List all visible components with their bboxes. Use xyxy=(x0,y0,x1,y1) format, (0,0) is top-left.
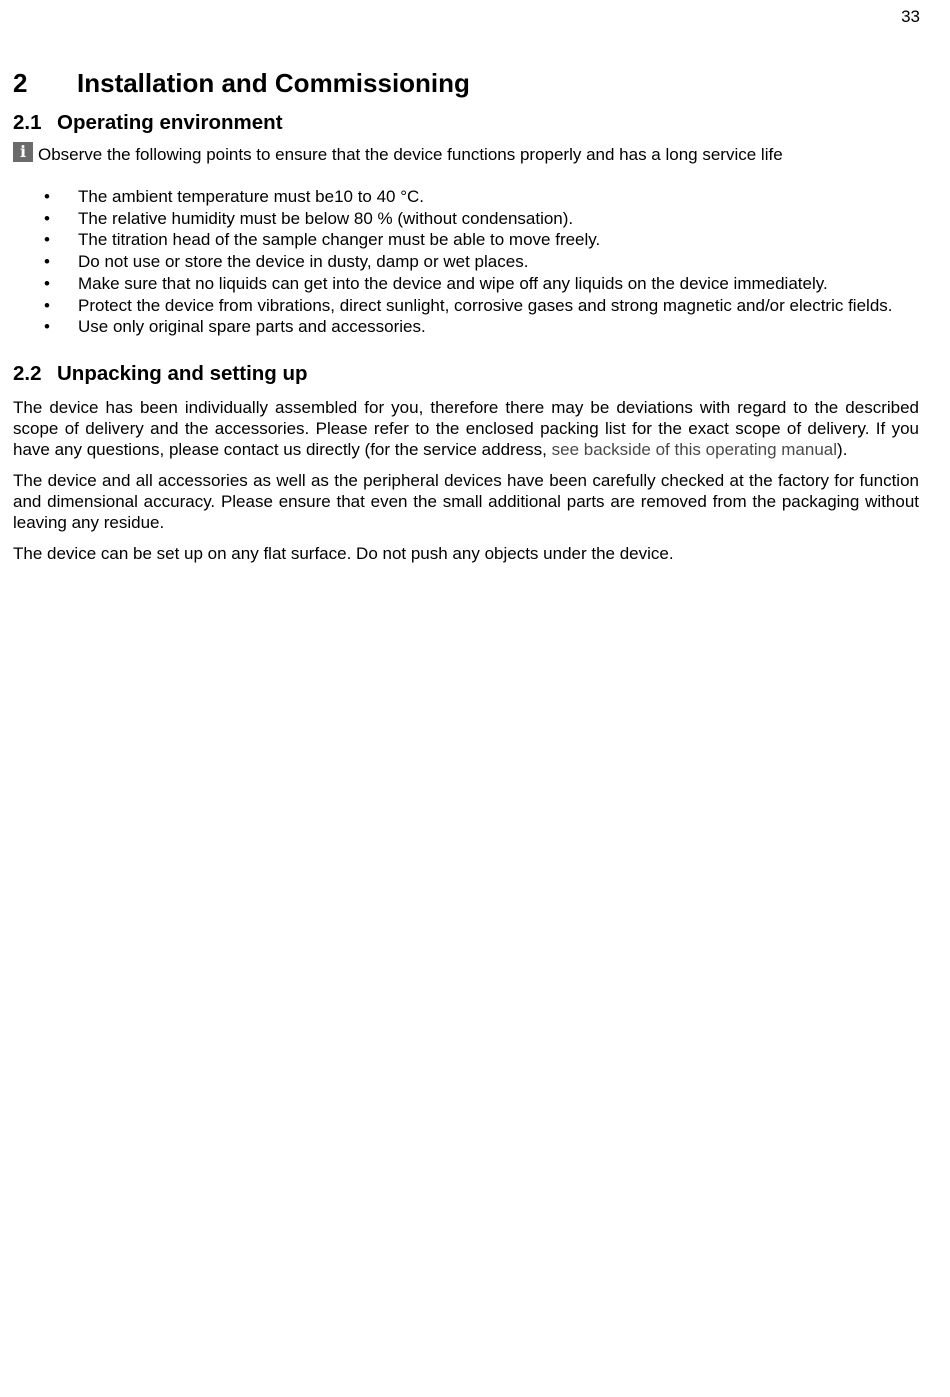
bullet-icon: • xyxy=(44,317,50,337)
bullet-icon: • xyxy=(44,295,50,315)
list-item: • Protect the device from vibrations, direct sunlight, corrosive gases and strong magnetic and/or electric fields. xyxy=(44,295,893,315)
subsection-number: 2.2 xyxy=(13,361,42,385)
list-item: • The ambient temperature must be10 to 40 °C. xyxy=(44,187,425,206)
info-note xyxy=(13,144,919,166)
list-item: • The relative humidity must be below 80 % (without condensation). xyxy=(44,208,574,228)
list-item: • The titration head of the sample changer must be able to move freely. xyxy=(44,230,601,250)
bullet-icon: • xyxy=(44,273,50,293)
bullet-icon: • xyxy=(44,187,50,206)
subsection-heading-operating-environment xyxy=(13,109,919,137)
section-number: 2 xyxy=(13,68,28,98)
bullet-icon: • xyxy=(44,230,50,250)
subsection-heading-unpacking xyxy=(13,360,919,388)
bullet-icon: • xyxy=(44,252,50,272)
info-icon: i xyxy=(13,142,33,162)
subsection-number: 2.1 xyxy=(13,111,42,134)
list-item: • Use only original spare parts and accessories. xyxy=(44,317,426,337)
paragraph-factory-check: The device and all accessories as well as the peripheral devices have been carefully checked at the factory for function and dimensional accuracy. Please ensure that even the small additional parts are removed from the packaging without leaving any residue. xyxy=(13,470,919,532)
paragraph-delivery-scope: The device has been individually assembled for you, therefore there may be deviations with regard to the described scope of delivery and the accessories. Please refer to the enclosed packing list for the exact scope of delivery. If you have any questions, please contact us directly (for the service address, see backside of this operating manual). xyxy=(13,397,919,459)
paragraph-setup-surface: The device can be set up on any flat surface. Do not push any objects under the device. xyxy=(13,543,674,563)
list-item: • Do not use or store the device in dusty, damp or wet places. xyxy=(44,252,529,272)
page-content xyxy=(13,66,919,564)
section-heading xyxy=(13,66,919,100)
service-address-reference: see backside of this operating manual xyxy=(551,439,838,459)
subsection-title: Operating environment xyxy=(57,111,283,134)
subsection-title: Unpacking and setting up xyxy=(57,361,308,385)
requirements-list xyxy=(13,186,919,338)
bullet-icon: • xyxy=(44,208,50,228)
section-title: Installation and Commissioning xyxy=(77,68,470,98)
list-item: • Make sure that no liquids can get into the device and wipe off any liquids on the device immediately. xyxy=(44,273,828,293)
info-note-text: Observe the following points to ensure that the device functions properly and has a long service life xyxy=(38,145,783,164)
page-number: 33 xyxy=(901,7,920,26)
